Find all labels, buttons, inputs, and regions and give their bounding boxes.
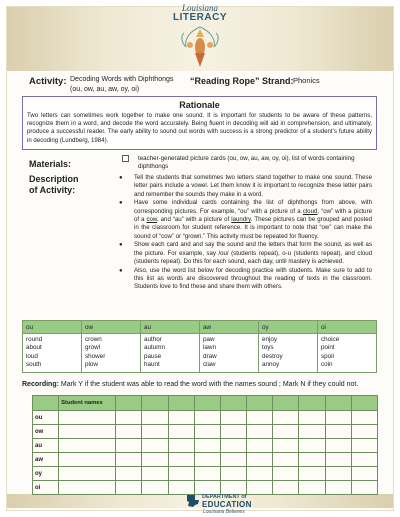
mark-cell[interactable] xyxy=(299,425,325,439)
footer-banner xyxy=(7,494,393,508)
mark-cell[interactable] xyxy=(220,453,246,467)
recording-row-label: oy xyxy=(33,467,59,481)
mark-cell[interactable] xyxy=(168,439,194,453)
rationale-text: Two letters can sometimes work together to make one sound. It is important for students to be aware of these patterns, recognize them in a word, and decode the word accurately. Being fluent in decoding will aid in comprehension, and ultimately, produce a successful reader. The early ability to sound out words with success is a strong predictor of a student’s future ability in decoding (Lundberg, 1984). xyxy=(27,112,372,144)
recording-row xyxy=(33,411,378,425)
mark-cell[interactable] xyxy=(194,439,220,453)
recording-row xyxy=(33,439,378,453)
mark-cell[interactable] xyxy=(194,481,220,495)
word: enjoy xyxy=(262,336,278,343)
step-text-part: Tell the students that sometimes two letters stand together to make one sound. These letter pairs include a vowel. Let them know it is important to recognize these letter pairs and remember the sounds they make in a word. xyxy=(134,174,372,198)
recording-row-label: ow xyxy=(33,425,59,439)
step-text xyxy=(134,174,372,199)
doe-main-text: EDUCATION xyxy=(202,500,252,509)
word: point xyxy=(321,344,335,352)
step-text xyxy=(134,267,372,292)
word: choice xyxy=(321,336,340,343)
mark-cell[interactable] xyxy=(220,425,246,439)
mark-cell[interactable] xyxy=(194,467,220,481)
activity-title-line1: Decoding Words with Diphthongs xyxy=(70,76,174,83)
mark-cell[interactable] xyxy=(247,481,273,495)
mark-cell[interactable] xyxy=(325,411,351,425)
recording-grid xyxy=(32,395,378,495)
word-table-header: oy xyxy=(259,321,318,334)
mark-cell[interactable] xyxy=(351,411,377,425)
word: plow xyxy=(85,361,98,369)
step-text-part: , and “au” with a picture of xyxy=(156,215,232,223)
word: claw xyxy=(203,361,216,369)
recording-row xyxy=(33,453,378,467)
mark-cell[interactable] xyxy=(168,467,194,481)
recording-text: Mark Y if the student was able to read the word with the names sound ; Mark N if they could not. xyxy=(58,381,359,388)
student-name-cell[interactable] xyxy=(325,396,351,411)
recording-row-label: aw xyxy=(33,453,59,467)
mark-cell[interactable] xyxy=(168,411,194,425)
bullet-icon: ● xyxy=(119,267,123,274)
step-3 xyxy=(115,241,372,266)
mark-cell[interactable] xyxy=(351,425,377,439)
word: haunt xyxy=(144,361,160,369)
word-list-cell xyxy=(259,334,318,373)
word: draw xyxy=(203,352,217,360)
word: growl xyxy=(85,344,101,352)
word-table-header-row xyxy=(23,321,377,334)
mark-cell[interactable] xyxy=(325,467,351,481)
mark-cell[interactable] xyxy=(325,481,351,495)
student-names-header: Student names xyxy=(59,396,116,411)
mark-cell[interactable] xyxy=(116,453,142,467)
materials-text: teacher-generated picture cards (ou, ow, au, aw, oy, oi), list of words containing diphthongs xyxy=(138,155,355,171)
doe-tagline: Louisiana Believes xyxy=(203,509,245,515)
word: loud xyxy=(26,352,38,360)
word: about xyxy=(26,344,42,352)
mark-cell[interactable] xyxy=(351,453,377,467)
mark-cell[interactable] xyxy=(325,453,351,467)
mark-cell[interactable] xyxy=(351,481,377,495)
student-name-cell[interactable] xyxy=(194,396,220,411)
underlined-word: laundry xyxy=(231,215,251,223)
recording-row xyxy=(33,481,378,495)
mark-cell[interactable] xyxy=(273,425,299,439)
mark-cell[interactable] xyxy=(273,453,299,467)
mark-cell[interactable] xyxy=(351,467,377,481)
mark-cell[interactable] xyxy=(116,425,142,439)
mark-cell[interactable] xyxy=(142,439,168,453)
mark-cell[interactable] xyxy=(168,453,194,467)
underlined-word: cloud xyxy=(302,207,318,215)
louisiana-state-icon xyxy=(186,494,200,508)
student-name-cell[interactable] xyxy=(299,396,325,411)
word-list-cell xyxy=(141,334,200,373)
mark-cell[interactable] xyxy=(299,481,325,495)
word: spoil xyxy=(321,352,334,360)
mark-cell[interactable] xyxy=(299,411,325,425)
mark-cell[interactable] xyxy=(273,467,299,481)
materials-label: Materials: xyxy=(29,159,72,169)
student-name-cell[interactable] xyxy=(142,396,168,411)
word: coin xyxy=(321,361,333,369)
step-text xyxy=(134,241,372,266)
word: south xyxy=(26,361,42,369)
word: pause xyxy=(144,352,162,360)
step-1 xyxy=(115,174,372,199)
step-4 xyxy=(115,267,372,292)
mark-cell[interactable] xyxy=(194,411,220,425)
mark-cell[interactable] xyxy=(116,467,142,481)
mark-cell[interactable] xyxy=(116,439,142,453)
word-list-cell xyxy=(23,334,82,373)
mark-cell[interactable] xyxy=(142,481,168,495)
word: toys xyxy=(262,344,274,352)
recording-header-row xyxy=(33,396,378,411)
student-name-cell[interactable] xyxy=(351,396,377,411)
step-text xyxy=(134,199,372,240)
reading-rope-label: “Reading Rope” Strand: xyxy=(190,76,294,86)
recording-row-label: au xyxy=(33,439,59,453)
diphthong-word-table xyxy=(22,320,377,373)
mark-cell[interactable] xyxy=(299,439,325,453)
rationale-heading: Rationale xyxy=(179,100,220,110)
word-list-cell xyxy=(318,334,377,373)
mark-cell[interactable] xyxy=(168,481,194,495)
word: annoy xyxy=(262,361,280,369)
word: destroy xyxy=(262,352,283,360)
word-table-header: oi xyxy=(318,321,377,334)
student-name-cell[interactable] xyxy=(168,396,194,411)
activity-title-line2: (ou, ow, au, aw, oy, oi) xyxy=(70,86,140,93)
strand-value: Phonics xyxy=(293,76,320,85)
mark-cell[interactable] xyxy=(116,481,142,495)
mark-cell[interactable] xyxy=(142,411,168,425)
word: crown xyxy=(85,336,102,343)
word: paw xyxy=(203,336,215,343)
description-label-line2: of Activity: xyxy=(29,185,76,195)
recording-row xyxy=(33,425,378,439)
underlined-word: cow xyxy=(146,215,157,223)
recording-row xyxy=(33,467,378,481)
checkbox-icon xyxy=(121,155,131,163)
mark-cell[interactable] xyxy=(247,439,273,453)
mark-cell[interactable] xyxy=(325,425,351,439)
word: author xyxy=(144,336,162,343)
word-list-cell xyxy=(200,334,259,373)
mark-cell[interactable] xyxy=(273,439,299,453)
description-label-line1: Description xyxy=(29,174,79,184)
mark-cell[interactable] xyxy=(194,425,220,439)
activity-title xyxy=(70,75,173,95)
description-label xyxy=(29,174,99,196)
word: shower xyxy=(85,352,106,360)
logo-sub: LITERACY xyxy=(173,12,227,23)
word: autumn xyxy=(144,344,166,352)
activity-label: Activity: xyxy=(29,76,67,87)
mark-cell[interactable] xyxy=(299,467,325,481)
doe-top-text: DEPARTMENT of xyxy=(202,494,247,500)
bullet-icon: ● xyxy=(119,242,123,249)
student-name-cell[interactable] xyxy=(247,396,273,411)
bullet-icon: ● xyxy=(119,175,123,181)
mark-cell[interactable] xyxy=(351,439,377,453)
step-text-part: Also, use the word list below for decoding practice with students. Make sure to add to this list as words are discovered throughout the reading of texts in the classroom. Students love to find these and share them with others. xyxy=(134,266,372,291)
mark-cell[interactable] xyxy=(247,411,273,425)
word-list-cell xyxy=(82,334,141,373)
mark-cell[interactable] xyxy=(247,467,273,481)
recording-label: Recording: xyxy=(22,381,59,388)
word-table-header: ow xyxy=(82,321,141,334)
word-table-header: au xyxy=(141,321,200,334)
mark-cell[interactable] xyxy=(273,481,299,495)
mark-cell[interactable] xyxy=(116,411,142,425)
mark-cell[interactable] xyxy=(168,425,194,439)
description-steps xyxy=(115,174,372,292)
student-name-cell[interactable] xyxy=(116,396,142,411)
mark-cell[interactable] xyxy=(299,453,325,467)
recording-row-label: ou xyxy=(33,411,59,425)
mark-cell[interactable] xyxy=(194,453,220,467)
word: lawn xyxy=(203,344,216,352)
word: round xyxy=(26,336,43,343)
mark-cell[interactable] xyxy=(220,411,246,425)
step-2 xyxy=(115,199,372,240)
mark-cell[interactable] xyxy=(325,439,351,453)
mark-cell[interactable] xyxy=(142,453,168,467)
step-text-part: . These pictures can be grouped and posted in the classroom for student reference. It is important to note that “ow” can make the sound of “cow” or “grown.” This activity must be repeated for fluency. xyxy=(134,215,373,240)
logo-word: Louisiana xyxy=(181,3,218,13)
step-text-part: , “ow” with a picture of a xyxy=(134,207,372,223)
word-table-header: ou xyxy=(23,321,82,334)
mark-cell[interactable] xyxy=(220,481,246,495)
rationale-box xyxy=(22,96,377,150)
mark-cell[interactable] xyxy=(273,411,299,425)
recording-instructions xyxy=(22,381,358,388)
crawfish-logo-icon xyxy=(176,23,224,69)
step-text-part: Show each card and and say the sound and the letters that form the sound, as well as the picture. For example, say /ou/ (students repeat), o-u (students repeat), and cloud (students repeat). Do this for each sound, each day, until mastery is achieved. xyxy=(134,241,372,265)
mark-cell[interactable] xyxy=(142,467,168,481)
recording-row-label: oi xyxy=(33,481,59,495)
mark-cell[interactable] xyxy=(220,439,246,453)
student-name-cell[interactable] xyxy=(273,396,299,411)
word-table-row xyxy=(23,334,377,373)
student-name-cell[interactable] xyxy=(220,396,246,411)
mark-cell[interactable] xyxy=(220,467,246,481)
mark-cell[interactable] xyxy=(247,453,273,467)
step-text-part: Have some individual cards containing the list of diphthongs from above, with corresponding pictures. For example, “ou” with a picture of a xyxy=(134,199,372,215)
word-table-header: aw xyxy=(200,321,259,334)
mark-cell[interactable] xyxy=(247,425,273,439)
bullet-icon: ● xyxy=(119,200,123,207)
mark-cell[interactable] xyxy=(142,425,168,439)
